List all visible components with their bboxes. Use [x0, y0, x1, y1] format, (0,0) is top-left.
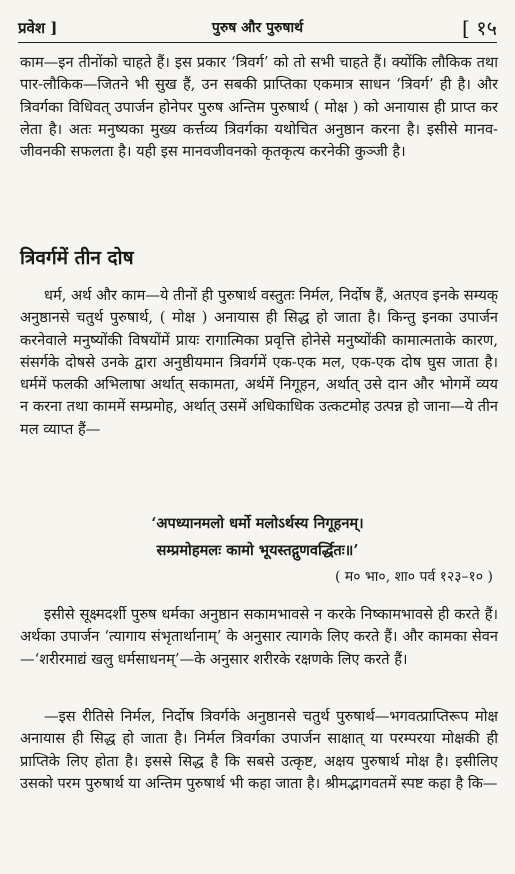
paragraph-4-text: —इस रीतिसे निर्मल, निर्दोष त्रिवर्गके अनुष्ठानसे चतुर्थ पुरुषार्थ—भगवत्प्राप्तिरूप मोक्ष अनायास ही सिद्ध हो जाता है। निर्मल त्रिवर्गका उपार्जन साक्षात् या परम्परया मोक्षकी ही प्राप्तिके लिए होता है। इससे सिद्ध है कि सबसे उत्कृष्ट, अक्षय पुरुषार्थ मोक्ष है। इसीलिए उसको परम पुरुषार्थ या अन्तिम पुरुषार्थ भी कहा जाता है। श्रीमद्भागवतमें स्पष्ट कहा है कि—	[20, 708, 498, 792]
header-title: पुरुष और पुरुषार्थ	[211, 20, 304, 36]
paragraph-3-text: इसीसे सूक्ष्मदर्शी पुरुष धर्मका अनुष्ठान सकामभावसे न करके निष्कामभावसे ही करते हैं। अर्थका उपार्जन ‘त्यागाय संभृतार्थानाम्’ के अनुसार त्यागके लिए करते हैं। और कामका सेवन—‘शरीरमाद्यं खलु धर्मसाधनम्’—के अनुसार शरीरके रक्षणके लिए करते हैं।	[20, 606, 498, 668]
paragraph-2	[20, 285, 498, 441]
header-section: प्रवेश ]	[18, 19, 58, 37]
paragraph-3	[20, 604, 498, 671]
paragraph-4	[20, 706, 498, 795]
page-number: [ १५	[462, 16, 497, 40]
paragraph-2-text: धर्म, अर्थ और काम—ये तीनों ही पुरुषार्थ वस्तुतः निर्मल, निर्दोष हैं, अतएव इनके सम्यक् अनुष्ठानसे चतुर्थ पुरुषार्थ, ( मोक्ष ) अनायास ही सिद्ध हो जाता है। किन्तु इनका उपार्जन करनेवाले मनुष्योंकी विषयोंमें प्रायः रागात्मिका प्रवृत्ति होनेसे मनुष्योंकी कामात्मताके कारण, संसर्गके दोषसे उनके द्वारा अनुष्ठीयमान त्रिवर्गमें एक-एक मल, एक-एक दोष घुस जाता है। धर्ममें फलकी अभिलाषा अर्थात् सकामता, अर्थमें निगूहन, अर्थात् उसे दान और भोगमें व्यय न करना तथा काममें सम्प्रमोह, अर्थात् उसमें अधिकाधिक उत्कटमोह उत्पन्न हो जाना—ये तीन मल व्याप्त हैं—	[20, 287, 499, 438]
paragraph-1: काम—इन तीनोंको चाहते हैं। इस प्रकार ‘त्रिवर्ग’ को तो सभी चाहते हैं। क्योंकि लौकिक तथा पार-लौकिक—जितने भी सुख हैं, उन सबकी प्राप्तिका एकमात्र साधन ‘त्रिवर्ग’ ही है। और त्रिवर्गका विधिवत् उपार्जन होनेपर पुरुष अन्तिम पुरुषार्थ ( मोक्ष ) को अनायास ही प्राप्त कर लेता है। अतः मनुष्यका मुख्य कर्त्तव्य त्रिवर्गका यथोचित अनुष्ठान करना है। इसीसे मानव-जीवनकी सफलता है। यही इस मानवजीवनको कृतकृत्य करनेकी कुञ्जी है।	[20, 54, 498, 161]
header-rule	[18, 42, 497, 43]
running-header	[18, 14, 497, 40]
verse-line-2: सम्प्रमोहमलः कामो भूयस्तद्गुणवर्द्धितः॥’	[156, 542, 359, 559]
section-heading: त्रिवर्गमें तीन दोष	[20, 247, 134, 269]
verse-line-1: ‘अपध्यानमलो धर्मो मलोऽर्थस्य निगूहनम्।	[151, 515, 364, 532]
verse-reference: ( म० भा०, शा० पर्व १२३–१० )	[334, 569, 493, 585]
